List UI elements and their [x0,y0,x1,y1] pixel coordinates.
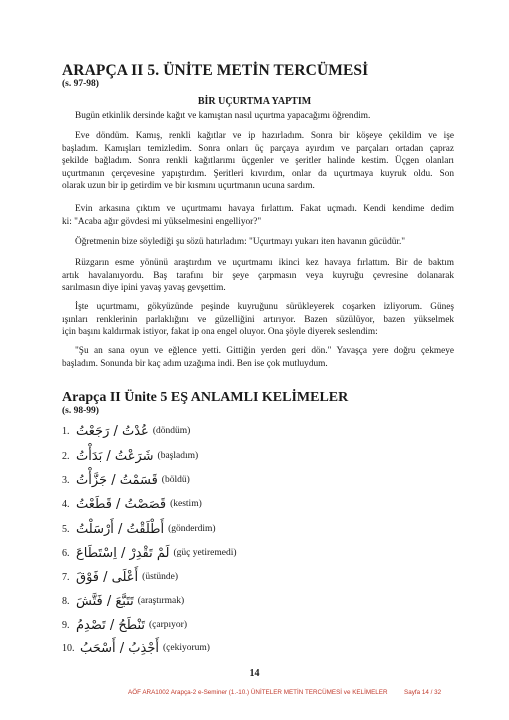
vocab-number: 7. [62,571,70,583]
text-line: sarılmasın diye ipini yavaş yavaş gevşettim. [62,283,226,294]
vocab-meaning: (döndüm) [152,426,191,436]
vocab-section-title: Arapça II Ünite 5 EŞ ANLAMLI KELİMELER [62,390,349,405]
vocab-item [62,566,178,588]
paragraph-5 [62,257,454,295]
vocab-page-range: (s. 98-99) [62,406,99,416]
text-line: Eve döndüm. Kamış, renkli kağıtlar ve ip hazırladım. Sonra bir köşeye çekildim ve işe [75,131,454,141]
vocab-number: 8. [62,595,70,607]
paragraph-6 [62,301,454,339]
vocab-item [62,469,190,491]
vocab-meaning: (araştırmak) [137,596,185,606]
text-line: olarak uzun bir ip getirdim ve bir kısmını uçurtmanın ucuna sardım. [62,181,315,192]
text-line: "Şu an sana oyun ve eğlence yetti. Gittiğin yerden geri dön." Yavaşça yere doğru çekmeye [75,346,454,356]
vocab-item [62,518,216,540]
vocab-arabic: قَصَصْتُ / قَطَعْتُ [76,496,167,512]
text-line: için başını kaldırmak istiyor, fakat ip ona engel oluyor. Ona şöyle diyerek seslendim: [62,327,378,338]
text-line: ışınları renklerinin parlaklığını ve güzelliğini artırıyor. Bazen süzülüyor, bazen yükselmek [62,314,454,325]
vocab-arabic: أَجْذِبُ / أَسْحَبُ [80,640,160,656]
vocab-meaning: (çekiyorum) [163,643,210,653]
page-number: 14 [249,668,260,679]
page-title: ARAPÇA II 5. ÜNİTE METİN TERCÜMESİ [62,62,369,79]
vocab-meaning: (böldü) [161,475,190,485]
vocab-arabic: عُدْتُ / رَجَعْتُ [76,423,149,439]
vocab-arabic: أَعْلَى / فَوْقَ [76,569,139,585]
text-line: Öğretmenin bize söylediği şu sözü hatırladım: "Uçurtmayı yukarı iten havanın gücüdür." [75,237,406,247]
vocab-arabic: أَطْلَقْتُ / أَرْسَلْتُ [76,521,165,537]
vocab-number: 5. [62,523,70,535]
vocab-number: 4. [62,498,70,510]
vocab-meaning: (üstünde) [142,572,179,582]
vocab-item [62,445,198,467]
vocab-number: 6. [62,547,70,559]
vocab-meaning: (güç yetiremedi) [173,548,237,558]
text-line: başladım. Kamışları temizledim. Sonra onları üç parçaya ayırdım ve parçaları ortadan çapraz [62,143,454,154]
vocab-number: 1. [62,425,70,437]
vocab-item [62,420,190,442]
paragraph-1 [62,110,454,123]
vocab-arabic: شَرَعْتُ / بَدَأْتُ [76,448,154,464]
text-line: Bugün etkinlik dersinde kağıt ve kamıştan nasıl uçurtma yapacağımı öğrendim. [75,111,371,121]
vocab-meaning: (kestim) [170,499,202,509]
text-line: ki: "Acaba ağır gövdesi mi yükselmesini engelliyor?" [62,216,262,227]
vocab-arabic: تَتَبَّعَ / فَتَّشَ [76,593,134,609]
vocab-number: 9. [62,619,70,631]
text-line: uçurtmanın çerçevesine yapıştırdım. Şeritleri kıvırdım, onlar da uçurtmaya kuyruk oldu. Son [62,168,454,179]
page-range: (s. 97-98) [62,79,99,89]
text-line: Evin arkasına çıktım ve uçurtmamı havaya fırlattım. Fakat uçmadı. Kendi kendime dedim [75,204,454,214]
vocab-arabic: لَمْ تَقْدِرْ / اِسْتَطَاعَ [76,545,170,561]
text-line: başladım. Sonunda bir kaç adım uzağıma indi. Ben ise çok mutluydum. [62,358,328,369]
text-line: Rüzgarın esme yönünü araştırdım ve uçurtmamı ikinci kez havaya fırlattım. Bir de baktım [75,258,454,268]
vocab-number: 2. [62,450,70,462]
vocab-arabic: تَنْطَحُ / تَصْدِمُ [76,617,146,633]
vocab-item [62,493,202,515]
paragraph-3 [62,203,454,228]
text-line: İşte uçurtmamı, gökyüzünde peşinde kuyruğunu sürükleyerek coşarken izliyorum. Güneş [75,302,454,312]
paragraph-7 [62,345,454,370]
footer-page-indicator: Sayfa 14 / 32 [404,689,442,696]
text-line: artık havalanıyordu. Baş tarafını bir şeye çarpmasın veya kuyruğu çevresine dolanarak [62,270,454,281]
vocab-number: 10. [62,642,75,654]
vocab-meaning: (başladım) [157,451,199,461]
vocab-meaning: (çarpıyor) [149,620,187,630]
vocab-number: 3. [62,474,70,486]
vocab-item [62,637,210,659]
vocab-item [62,542,237,564]
paragraph-2 [62,130,454,193]
vocab-meaning: (gönderdim) [168,524,216,534]
footer-text: AÖF ARA1002 Arapça-2 e-Seminer (1.-10.) ÜNİTELER METİN TERCÜMESİ ve KELİMELER [128,689,388,696]
vocab-arabic: قَسَمْتُ / جَزَّأْتُ [76,472,158,488]
paragraph-4 [62,236,454,249]
vocab-item [62,590,184,612]
vocab-item [62,614,187,636]
story-title: BİR UÇURTMA YAPTIM [197,96,312,107]
text-line: şekilde bağladım. Sonra renkli kağıtlarımı üçgenler ve şeritler halinde kestim. Üçgen olanları [62,156,454,167]
